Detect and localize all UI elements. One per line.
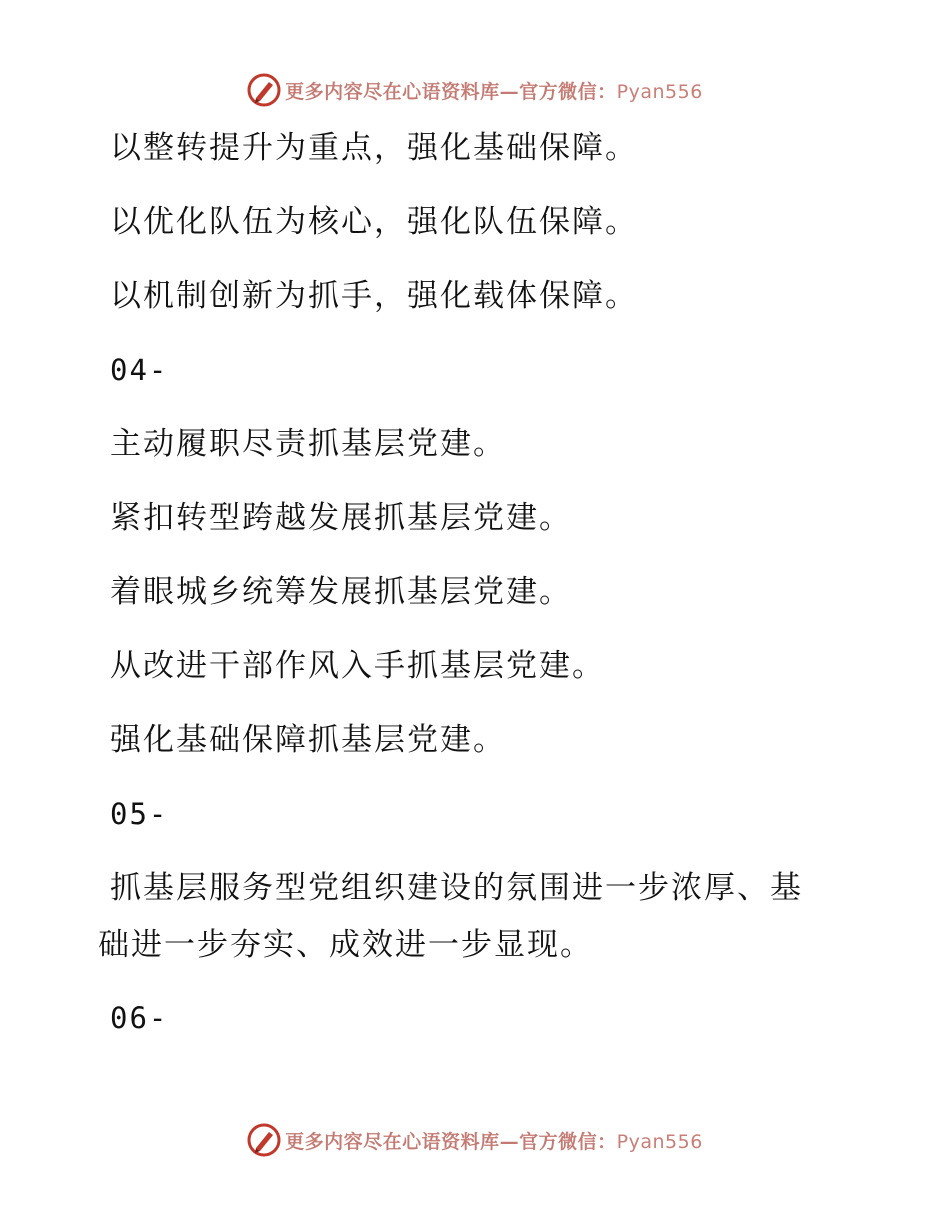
text-line: 着眼城乡统筹发展抓基层党建。 bbox=[110, 574, 572, 610]
text-line: 强化基础保障抓基层党建。 bbox=[110, 722, 506, 758]
header-watermark bbox=[0, 70, 950, 110]
text-line: 主动履职尽责抓基层党建。 bbox=[110, 426, 506, 462]
text-line: 础进一步夯实、成效进一步显现。 bbox=[98, 927, 593, 963]
watermark-wechat-id: Pyan556 bbox=[616, 80, 703, 103]
pen-logo-icon bbox=[247, 1123, 281, 1157]
watermark-wechat-id: Pyan556 bbox=[616, 1130, 703, 1153]
text-line: 以整转提升为重点，强化基础保障。 bbox=[110, 130, 638, 166]
text-line: 抓基层服务型党组织建设的氛围进一步浓厚、基 bbox=[110, 870, 803, 906]
watermark-text: 更多内容尽在心语资料库—官方微信：Pyan556 bbox=[285, 80, 703, 103]
section-number: 04- bbox=[110, 353, 169, 387]
text-line: 紧扣转型跨越发展抓基层党建。 bbox=[110, 500, 572, 536]
section-number: 05- bbox=[110, 797, 169, 831]
text-line: 以机制创新为抓手，强化载体保障。 bbox=[110, 278, 638, 314]
footer-watermark bbox=[0, 1120, 950, 1160]
section-number: 06- bbox=[110, 1001, 169, 1035]
text-line: 从改进干部作风入手抓基层党建。 bbox=[110, 648, 605, 684]
watermark-text: 更多内容尽在心语资料库—官方微信：Pyan556 bbox=[285, 1130, 703, 1153]
pen-logo-icon bbox=[247, 73, 281, 107]
text-line: 以优化队伍为核心，强化队伍保障。 bbox=[110, 204, 638, 240]
